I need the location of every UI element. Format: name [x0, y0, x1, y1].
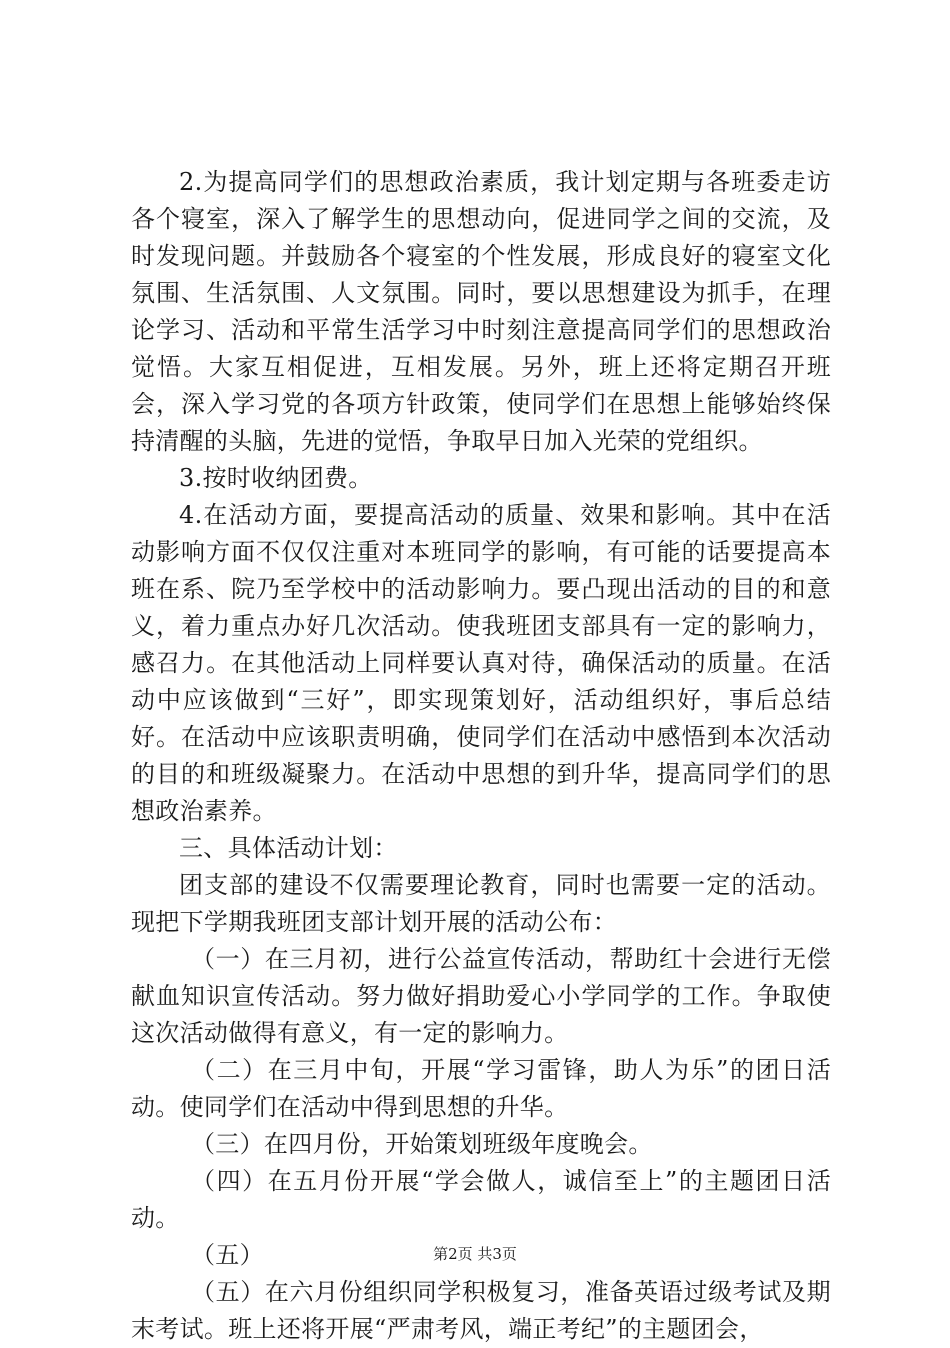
plan-item-4: （四）在五月份开展“学会做人，诚信至上”的主题团日活动。	[131, 1167, 831, 1232]
plan-item-5-empty: （五）	[191, 1241, 264, 1269]
paragraph-item-2: 2.为提高同学们的思想政治素质，我计划定期与各班委走访各个寝室，深入了解学生的思想动向，促进同学之间的交流，及时发现问题。并鼓励各个寝室的个性发展，形成良好的寝室文化氛围、生活氛围、人文氛围。同时，要以思想建设为抓手，在理论学习、活动和平常生活学习中时刻注意提高同学们的思想政治觉悟。大家互相促进，互相发展。另外，班上还将定期召开班会，深入学习党的各项方针政策，使同学们在思想上能够始终保持清醒的头脑，先进的觉悟，争取早日加入光荣的党组织。	[131, 168, 831, 455]
paragraph-item-3: 3.按时收纳团费。	[179, 464, 373, 492]
plan-item-2: （二）在三月中旬，开展“学习雷锋，助人为乐”的团日活动。使同学们在活动中得到思想的升华。	[131, 1056, 831, 1121]
document-body	[131, 164, 831, 1348]
paragraph-item-4: 4.在活动方面，要提高活动的质量、效果和影响。其中在活动影响方面不仅仅注重对本班同学的影响，有可能的话要提高本班在系、院乃至学校中的活动影响力。要凸现出活动的目的和意义，着力重点办好几次活动。使我班团支部具有一定的影响力，感召力。在其他活动上同样要认真对待，确保活动的质量。在活动中应该做到“三好”，即实现策划好，活动组织好，事后总结好。在活动中应该职责明确，使同学们在活动中感悟到本次活动的目的和班级凝聚力。在活动中思想的到升华，提高同学们的思想政治素养。	[131, 501, 831, 825]
paragraph-intro: 团支部的建设不仅需要理论教育，同时也需要一定的活动。现把下学期我班团支部计划开展的活动公布：	[131, 871, 831, 936]
plan-item-1: （一）在三月初，进行公益宣传活动，帮助红十会进行无偿献血知识宣传活动。努力做好捐助爱心小学同学的工作。争取使这次活动做得有意义，有一定的影响力。	[131, 945, 831, 1047]
section-heading-activity-plan: 三、具体活动计划：	[179, 834, 398, 862]
plan-item-3: （三）在四月份，开始策划班级年度晚会。	[191, 1130, 653, 1158]
plan-item-5: （五）在六月份组织同学积极复习，准备英语过级考试及期末考试。班上还将开展“严肃考风，端正考纪”的主题团会，	[131, 1278, 831, 1343]
page-footer: 第2页 共3页	[433, 1245, 517, 1263]
